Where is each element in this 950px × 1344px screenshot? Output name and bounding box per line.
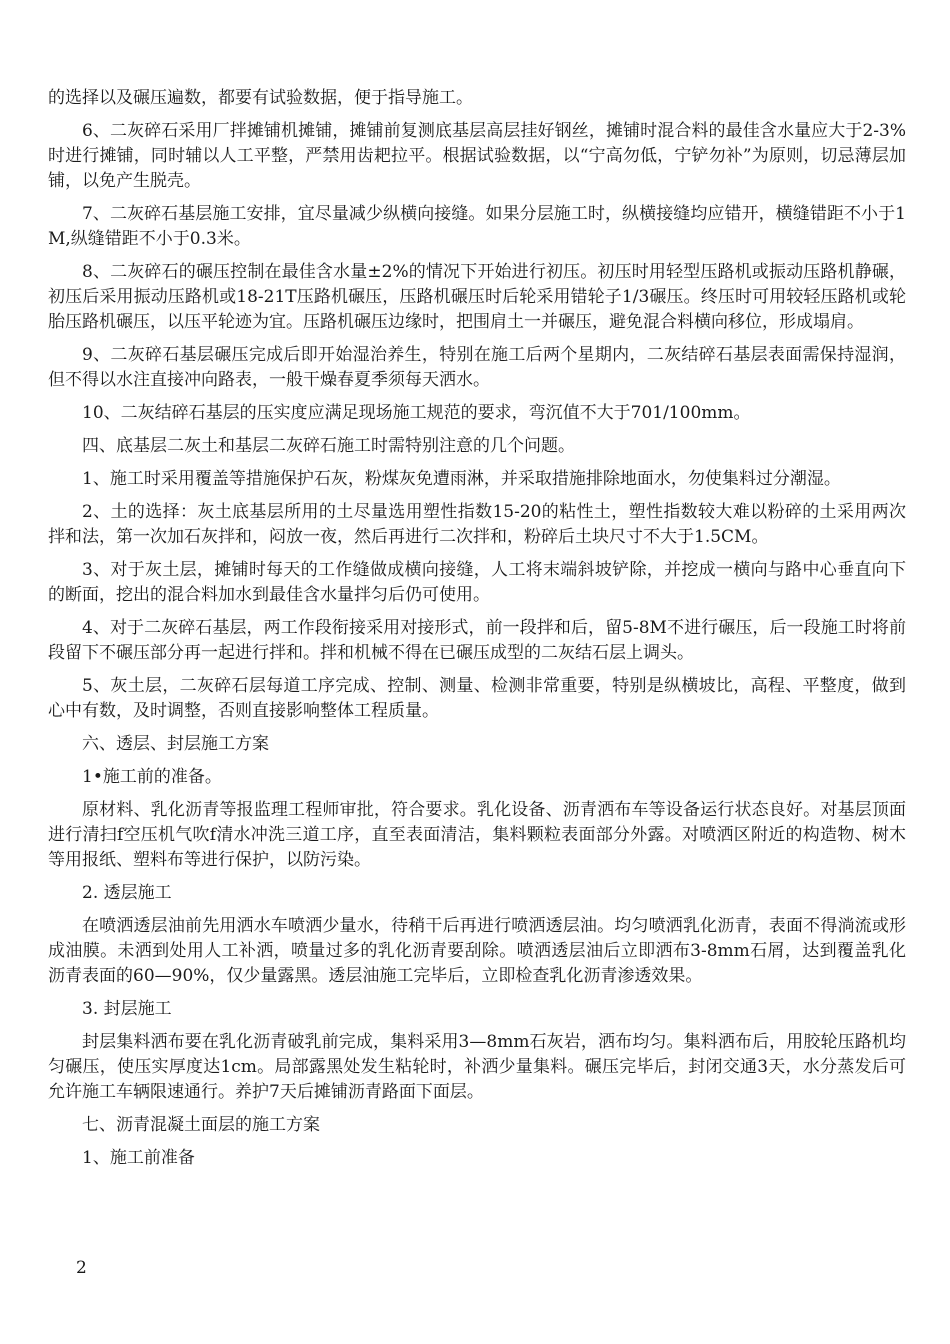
- paragraph-5: 10、二灰结碎石基层的压实度应满足现场施工规范的要求，弯沉值不大于701/100mm。: [82, 403, 751, 423]
- paragraph-9: 3、对于灰土层，摊铺时每天的工作缝做成横向接缝，人工将末端斜坡铲除，并挖成一横向与路中心垂直向下的断面，挖出的混合料加水到最佳含水量拌匀后仍可使用。: [48, 560, 906, 605]
- paragraph-18: 封层集料洒布要在乳化沥青破乳前完成，集料采用3—8mm石灰岩，洒布均匀。集料洒布后，用胶轮压路机均匀碾压，使压实厚度达1cm。局部露黑处发生粘轮时，补洒少量集料。碾压完毕后，封闭交通3天，水分蒸发后可允许施工车辆限速通行。养护7天后摊铺沥青路面下面层。: [48, 1032, 906, 1102]
- paragraph-1: 6、二灰碎石采用厂拌摊铺机摊铺，摊铺前复测底基层高层挂好钢丝，摊铺时混合料的最佳含水量应大于2-3%时进行摊铺，同时辅以人工平整，严禁用齿耙拉平。根据试验数据，以“宁高勿低，宁铲勿补”为原则，切忌薄层加铺，以免产生脱壳。: [48, 121, 906, 191]
- section-heading-6: 六、透层、封层施工方案: [82, 734, 269, 754]
- paragraph-4: 9、二灰碎石基层碾压完成后即开始湿治养生，特别在施工后两个星期内，二灰结碎石基层表面需保持湿润，但不得以水注直接冲向路表，一般干燥春夏季须每天洒水。: [48, 345, 906, 390]
- page-number: 2: [76, 1258, 87, 1278]
- section-heading-7: 七、沥青混凝土面层的施工方案: [82, 1115, 320, 1135]
- subheading-construction-prep: 1、施工前准备: [82, 1148, 195, 1168]
- paragraph-3: 8、二灰碎石的碾压控制在最佳含水量±2%的情况下开始进行初压。初压时用轻型压路机或振动压路机静碾，初压后采用振动压路机或18-21T压路机碾压，压路机碾压时后轮采用错轮子1/3碾压。终压时可用较轻压路机或轮胎压路机碾压，以压平轮迹为宜。压路机碾压边缘时，把围肩土一并碾压，避免混合料横向移位，形成塌肩。: [48, 262, 906, 332]
- subheading-prep: 1•施工前的准备。: [82, 767, 222, 787]
- section-heading-4: 四、底基层二灰土和基层二灰碎石施工时需特别注意的几个问题。: [82, 436, 575, 456]
- paragraph-16: 在喷洒透层油前先用洒水车喷洒少量水，待稍干后再进行喷洒透层油。均匀喷洒乳化沥青，表面不得淌流或形成油膜。未洒到处用人工补洒，喷量过多的乳化沥青要刮除。喷洒透层油后立即洒布3-8mm石屑，达到覆盖乳化沥青表面的60—90%，仅少量露黑。透层油施工完毕后，立即检查乳化沥青渗透效果。: [48, 916, 906, 986]
- subheading-seal-coat: 3. 封层施工: [82, 999, 172, 1019]
- subheading-prime-coat: 2. 透层施工: [82, 883, 172, 903]
- paragraph-8: 2、土的选择：灰土底基层所用的土尽量选用塑性指数15-20的粘性土，塑性指数较大难以粉碎的土采用两次拌和法，第一次加石灰拌和，闷放一夜，然后再进行二次拌和，粉碎后土块尺寸不大于1.5CM。: [48, 502, 906, 547]
- document-body: [48, 86, 906, 1171]
- paragraph-10: 4、对于二灰碎石基层，两工作段衔接采用对接形式，前一段拌和后，留5-8M不进行碾压，后一段施工时将前段留下不碾压部分再一起进行拌和。拌和机械不得在已碾压成型的二灰结石层上调头。: [48, 618, 906, 663]
- paragraph-7: 1、施工时采用覆盖等措施保护石灰，粉煤灰免遭雨淋，并采取措施排除地面水，勿使集料过分潮湿。: [82, 469, 841, 489]
- paragraph-14: 原材料、乳化沥青等报监理工程师审批，符合要求。乳化设备、沥青洒布车等设备运行状态良好。对基层顶面进行清扫f空压机气吹f清水冲洗三道工序，直至表面清洁，集料颗粒表面部分外露。对喷洒区附近的构造物、树木等用报纸、塑料布等进行保护，以防污染。: [48, 800, 906, 870]
- paragraph-0: 的选择以及碾压遍数，都要有试验数据，便于指导施工。: [48, 88, 473, 108]
- paragraph-2: 7、二灰碎石基层施工安排，宜尽量减少纵横向接缝。如果分层施工时，纵横接缝均应错开，横缝错距不小于1M,纵缝错距不小于0.3米。: [48, 204, 906, 249]
- paragraph-11: 5、灰土层，二灰碎石层每道工序完成、控制、测量、检测非常重要，特别是纵横坡比，高程、平整度，做到心中有数，及时调整，否则直接影响整体工程质量。: [48, 676, 906, 721]
